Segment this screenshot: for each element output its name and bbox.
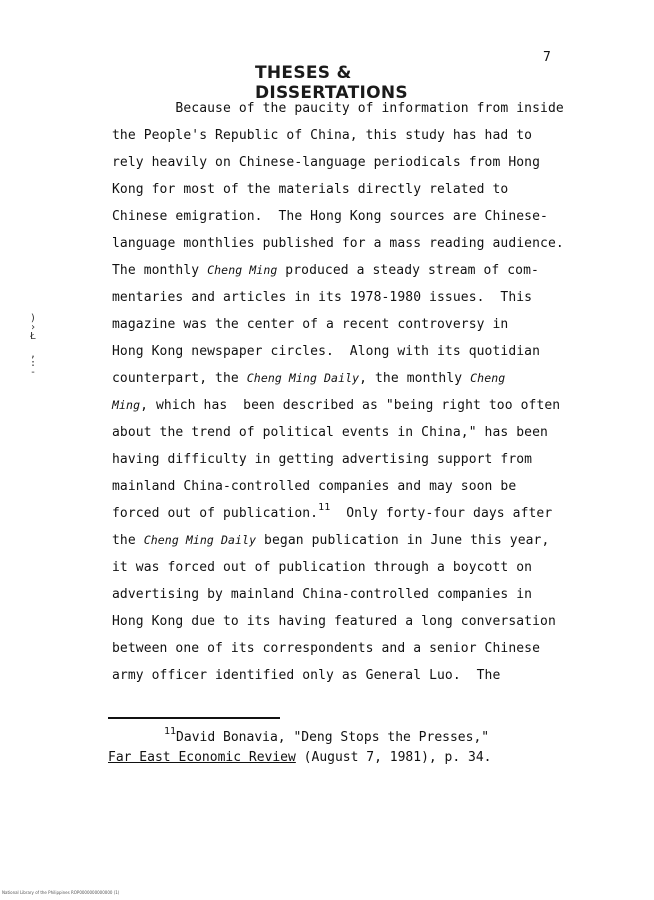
body-line: it was forced out of publication through a boycott on: [112, 560, 533, 575]
footnote-line: $^{11}$David Bonavia, "Deng Stops the Presses,": [164, 726, 490, 745]
body-line: Because of the paucity of information from inside: [112, 101, 564, 116]
body-line: mentaries and articles in its 1978-1980 issues. This: [112, 290, 533, 305]
body-line: language monthlies published for a mass reading audience.: [112, 236, 564, 251]
footnote-marker: 11: [318, 502, 331, 513]
body-line: having difficulty in getting advertising support from: [112, 452, 533, 467]
italic-title: Cheng: [470, 371, 506, 385]
italic-title: Ming: [112, 398, 141, 412]
italic-title: Cheng Ming Daily: [246, 371, 360, 385]
theses-dissertations-stamp: THESES & DISSERTATIONS: [255, 63, 408, 103]
body-line: Chinese emigration. The Hong Kong sources are Chinese-: [112, 209, 548, 224]
footnote-rule: [108, 717, 280, 719]
body-line: The monthly Cheng Ming produced a steady stream of com-: [112, 263, 539, 278]
scan-footer: National Library of the Philippines ROP0000000000000 (1): [2, 890, 120, 895]
body-line: army officer identified only as General Luo. The: [112, 668, 501, 683]
page-number: 7: [543, 50, 551, 65]
body-line: counterpart, the Cheng Ming Daily, the monthly Cheng: [112, 371, 506, 386]
italic-title: Cheng Ming: [207, 263, 278, 277]
footnote-line: Far East Economic Review (August 7, 1981), p. 34.: [108, 750, 492, 765]
body-line: forced out of publication.$^{11}$ Only forty-four days after: [112, 502, 553, 521]
footnote-number: 11: [164, 726, 177, 737]
body-line: advertising by mainland China-controlled companies in: [112, 587, 533, 602]
journal-title: Far East Economic Review: [108, 750, 296, 765]
body-line: magazine was the center of a recent controversy in: [112, 317, 509, 332]
body-line: Ming, which has been described as "being right too often: [112, 398, 561, 413]
body-line: Hong Kong newspaper circles. Along with its quotidian: [112, 344, 541, 359]
italic-title: Cheng Ming Daily: [143, 533, 257, 547]
body-line: between one of its correspondents and a senior Chinese: [112, 641, 541, 656]
body-line: the People's Republic of China, this study has had to: [112, 128, 533, 143]
body-line: Kong for most of the materials directly related to: [112, 182, 509, 197]
margin-pencil-marks: ) › Ł , : -: [30, 313, 37, 378]
body-line: the Cheng Ming Daily began publication in June this year,: [112, 533, 550, 548]
body-line: Hong Kong due to its having featured a long conversation: [112, 614, 556, 629]
body-line: rely heavily on Chinese-language periodicals from Hong: [112, 155, 541, 170]
body-line: about the trend of political events in China," has been: [112, 425, 548, 440]
body-line: mainland China-controlled companies and may soon be: [112, 479, 517, 494]
